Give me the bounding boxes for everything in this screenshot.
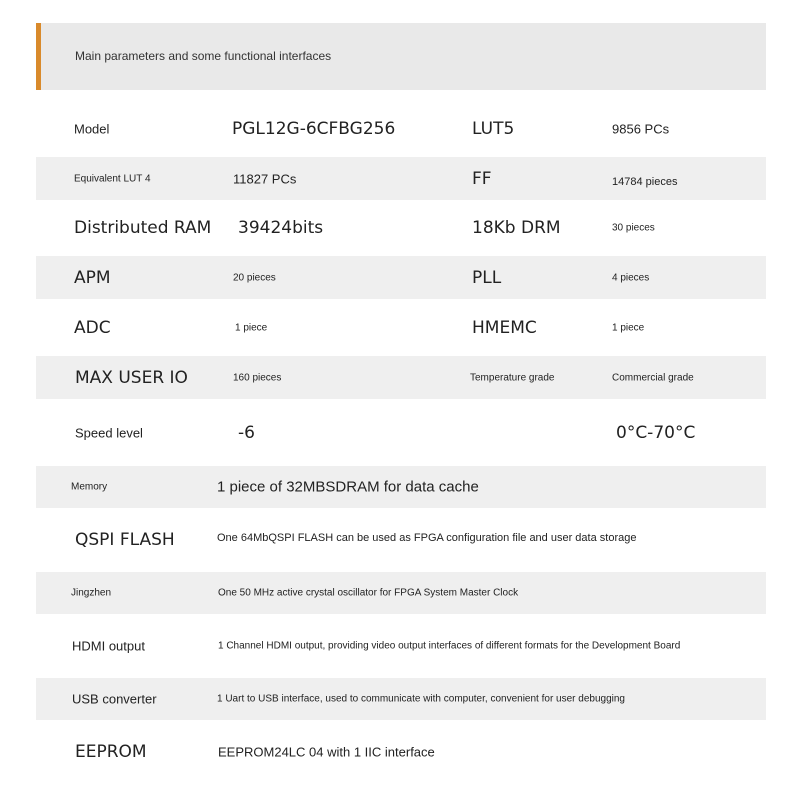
param-value: 11827 PCs: [233, 171, 297, 186]
param-value: Commercial grade: [612, 372, 694, 383]
table-row: [36, 399, 766, 466]
feature-description: EEPROM24LC 04 with 1 IIC interface: [218, 744, 435, 760]
feature-description: 1 Channel HDMI output, providing video output interfaces of different formats for the Development Board: [218, 640, 681, 652]
param-value: 1 piece: [235, 322, 268, 333]
param-value: 160 pieces: [233, 372, 282, 383]
feature-description: One 50 MHz active crystal oscillator for FPGA System Master Clock: [218, 587, 519, 599]
param-label: 18Kb DRM: [472, 218, 561, 238]
feature-description: One 64MbQSPI FLASH can be used as FPGA configuration file and user data storage: [217, 532, 637, 544]
param-value: 39424bits: [238, 218, 324, 238]
param-label: Speed level: [75, 425, 143, 440]
table-row: [36, 157, 766, 200]
table-row: [36, 720, 766, 784]
table-row: [36, 200, 766, 256]
param-value: 4 pieces: [612, 272, 650, 283]
param-value: PGL12G-6CFBG256: [232, 118, 396, 139]
feature-label: Memory: [71, 481, 108, 493]
table-row: [36, 678, 766, 720]
param-label: Model: [74, 121, 110, 136]
table-row: [36, 572, 766, 614]
section-title: Main parameters and some functional interfaces: [75, 49, 332, 63]
param-label: FF: [472, 168, 492, 189]
table-row: [36, 508, 766, 572]
param-label: PLL: [472, 267, 502, 288]
param-value: 14784 pieces: [612, 175, 678, 188]
feature-description: 1 piece of 32MBSDRAM for data cache: [217, 478, 479, 496]
param-value: 9856 PCs: [612, 121, 670, 136]
param-label: HMEMC: [472, 317, 537, 338]
param-label: LUT5: [472, 118, 515, 139]
param-label: Equivalent LUT 4: [74, 173, 151, 184]
param-label: ADC: [74, 317, 111, 338]
feature-label: QSPI FLASH: [75, 530, 175, 550]
param-label: Temperature grade: [470, 372, 555, 383]
param-value: 20 pieces: [233, 272, 276, 283]
table-row: [36, 100, 766, 157]
table-row: [36, 256, 766, 299]
section-header: [36, 23, 766, 90]
feature-label: Jingzhen: [71, 587, 112, 599]
param-label: MAX USER IO: [75, 367, 188, 388]
param-value: -6: [238, 422, 255, 443]
feature-label: USB converter: [72, 691, 157, 707]
param-value: 30 pieces: [612, 222, 655, 234]
feature-label: HDMI output: [72, 638, 145, 654]
feature-description: 1 Uart to USB interface, used to communicate with computer, convenient for user debugging: [217, 693, 625, 705]
feature-label: EEPROM: [75, 742, 147, 762]
param-label: Distributed RAM: [74, 218, 212, 238]
param-label: APM: [74, 267, 111, 288]
table-row: [36, 299, 766, 356]
param-value: 1 piece: [612, 322, 645, 333]
table-row: [36, 356, 766, 399]
table-row: [36, 614, 766, 678]
param-value: 0°C-70°C: [616, 422, 696, 443]
table-row: [36, 466, 766, 508]
